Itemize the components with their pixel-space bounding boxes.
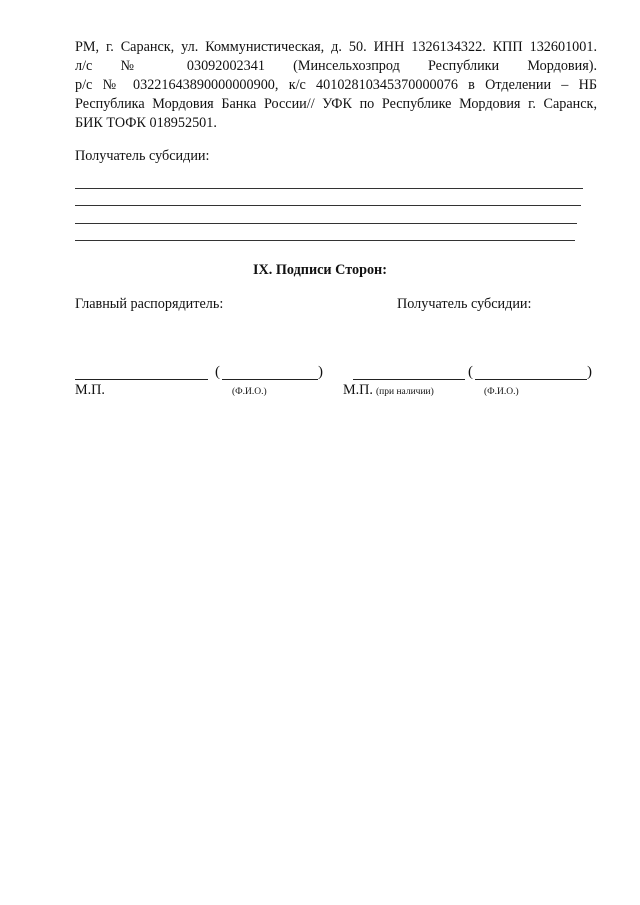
requisites-line-1: РМ, г. Саранск, ул. Коммунистическая, д. 50. ИНН 1326134322. КПП 132601001. (75, 39, 597, 55)
requisites-line-3: р/с № 03221643890000000900, к/с 40102810345370000076 в Отделении – НБ (75, 77, 597, 93)
left-stamp-label: М.П. (75, 382, 105, 398)
left-fio-line (222, 379, 318, 380)
right-fio-paren-close: ) (587, 364, 592, 380)
recipient-fill-line-2 (75, 205, 581, 206)
requisites-line-4: Республика Мордовия Банка России// УФК по Республике Мордовия г. Саранск, (75, 96, 597, 112)
subsidy-recipient-label: Получатель субсидии: (397, 296, 532, 312)
left-signature-line (75, 379, 208, 380)
right-fio-line (475, 379, 587, 380)
right-fio-paren-open: ( (468, 364, 473, 380)
left-fio-paren-close: ) (318, 364, 323, 380)
chief-administrator-label: Главный распорядитель: (75, 296, 224, 312)
section-heading: IX. Подписи Сторон: (253, 262, 387, 278)
requisites-block (75, 38, 597, 133)
recipient-fill-line-3 (75, 223, 577, 224)
requisites-line-2: л/с № 03092002341 (Минсельхозпрод Республики Мордовия). (75, 58, 597, 74)
recipient-fill-line-1 (75, 188, 583, 189)
left-fio-caption: (Ф.И.О.) (232, 387, 267, 397)
requisites-line-5: БИК ТОФК 018952501. (75, 115, 217, 131)
right-fio-caption: (Ф.И.О.) (484, 387, 519, 397)
recipient-fill-line-4 (75, 240, 575, 241)
right-stamp-note: (при наличии) (376, 387, 434, 397)
right-stamp-label: М.П. (343, 382, 373, 398)
left-fio-paren-open: ( (215, 364, 220, 380)
recipient-label: Получатель субсидии: (75, 148, 210, 164)
right-signature-line (353, 379, 465, 380)
